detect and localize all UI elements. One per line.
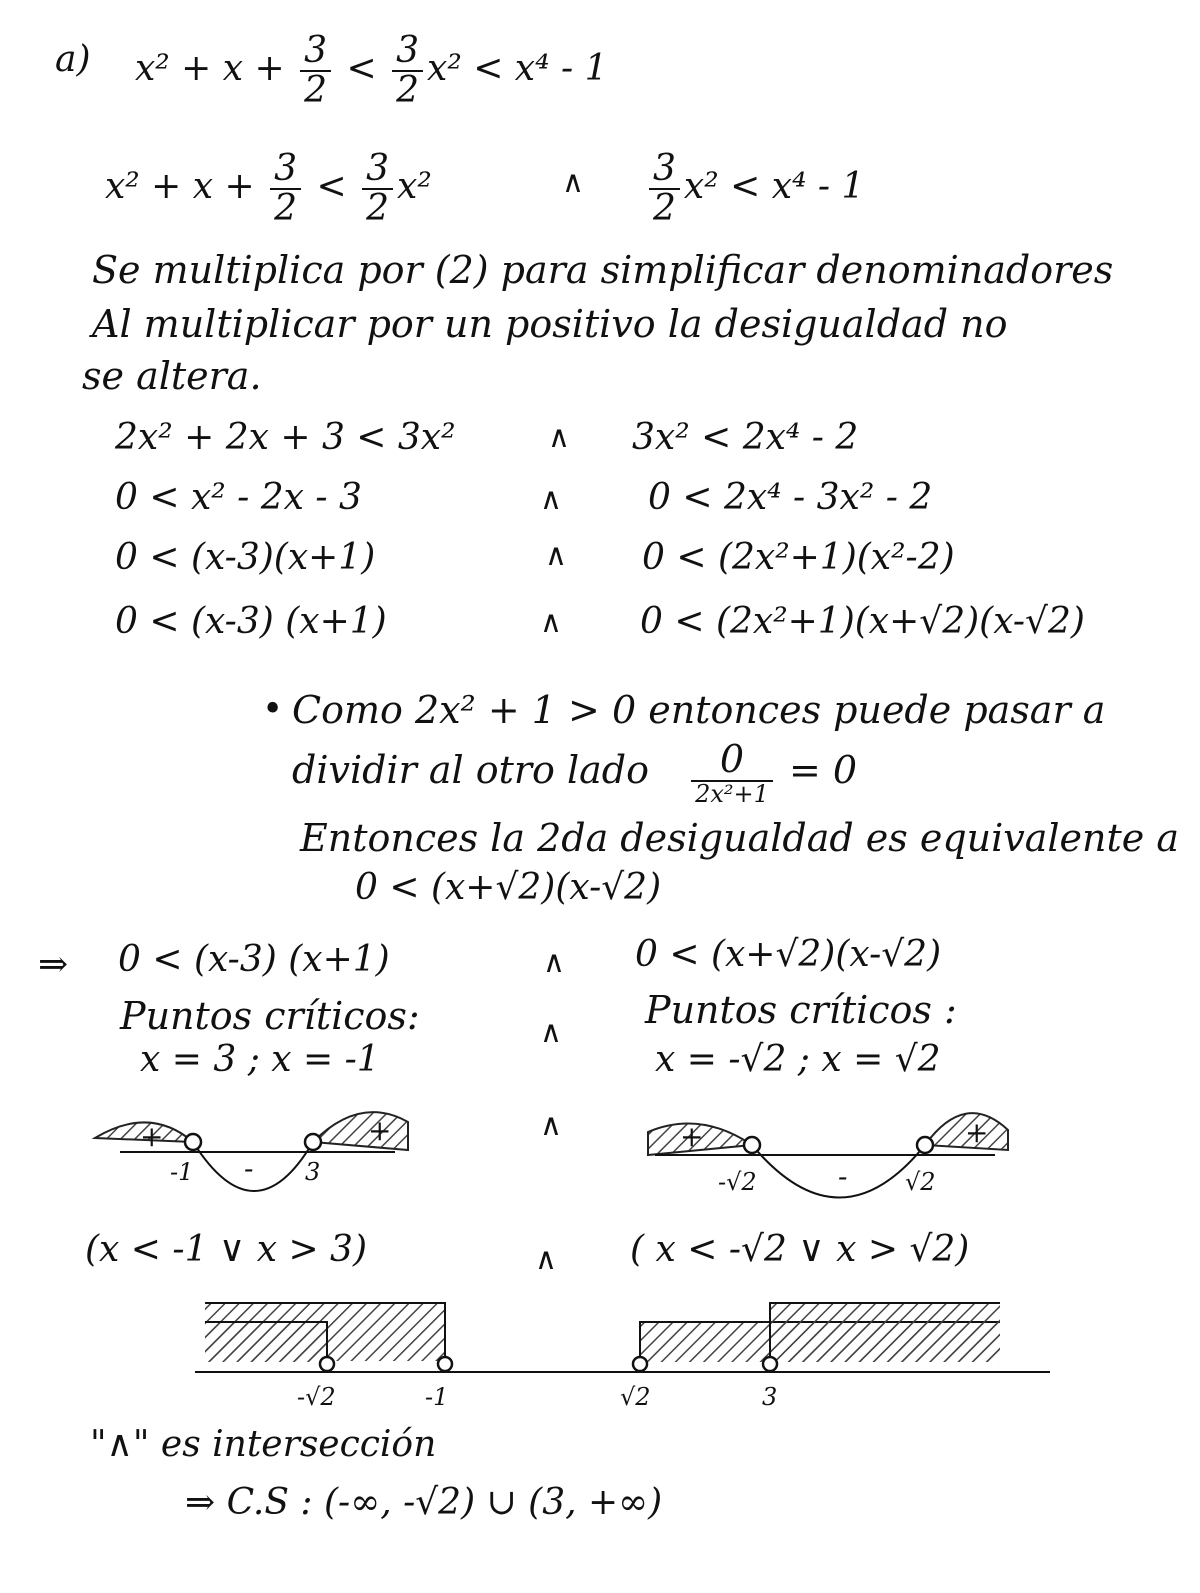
- open-point: [185, 1134, 201, 1150]
- minus-sign: -: [244, 1152, 254, 1185]
- explanation-line-1: Se multiplica por (2) para simplificar denominadores: [92, 248, 1114, 292]
- critical-label: -√2: [718, 1168, 757, 1196]
- solution-set: ⇒ C.S : (-∞, -√2) ∪ (3, +∞): [185, 1482, 663, 1523]
- open-point: [305, 1134, 321, 1150]
- open-point: [320, 1357, 334, 1371]
- step-1-left: 2x² + 2x + 3 < 3x²: [115, 417, 456, 458]
- plus-sign: +: [368, 1114, 392, 1147]
- open-point: [763, 1357, 777, 1371]
- step-3-right: 0 < (2x²+1)(x²-2): [642, 537, 955, 578]
- sign-chart-left: [95, 1112, 408, 1191]
- plus-sign: +: [140, 1120, 164, 1153]
- explanation-line-2: Al multiplicar por un positivo la desigualdad no: [92, 302, 1008, 346]
- critical-label: -1: [170, 1158, 194, 1186]
- and-operator: ∧: [545, 538, 567, 573]
- step-2-left: 0 < x² - 2x - 3: [115, 477, 362, 518]
- solution-right: ( x < -√2 ∨ x > √2): [630, 1229, 970, 1270]
- and-operator: ∧: [548, 420, 570, 455]
- step-1-right: 3x² < 2x⁴ - 2: [632, 417, 859, 458]
- plus-sign: +: [965, 1116, 989, 1149]
- fraction: $\frac{3}{2}$: [649, 150, 680, 228]
- critical-right-inequality: 0 < (x+√2)(x-√2): [635, 934, 942, 975]
- item-label: a): [55, 39, 91, 80]
- step-2-right: 0 < 2x⁴ - 3x² - 2: [648, 477, 933, 518]
- open-point: [917, 1137, 933, 1153]
- and-operator: ∧: [543, 945, 565, 980]
- fraction: $\frac{3}{2}$: [362, 150, 393, 228]
- note-line-2: dividir al otro lado $\frac{0}{\text{2x²+1}}$ = 0: [292, 737, 858, 808]
- step-4-right: 0 < (2x²+1)(x+√2)(x-√2): [640, 601, 1085, 642]
- positive-region: [313, 1112, 408, 1150]
- step-3-left: 0 < (x-3)(x+1): [115, 537, 376, 578]
- sign-chart-right: [648, 1113, 1008, 1197]
- and-operator: ∧: [540, 605, 562, 640]
- region-right-b: [770, 1303, 1000, 1362]
- axis-label: 3: [762, 1383, 778, 1411]
- critical-left-inequality: 0 < (x-3) (x+1): [118, 939, 390, 980]
- fraction: $\frac{3}{2}$: [270, 150, 301, 228]
- split-left-inequality: x² + x + $\frac{3}{2}$ < $\frac{3}{2}$ x²: [105, 148, 432, 229]
- critical-label: 3: [305, 1158, 321, 1186]
- minus-sign: -: [838, 1160, 848, 1193]
- plus-sign: +: [680, 1120, 704, 1153]
- fraction: $\frac{3}{2}$: [392, 32, 423, 110]
- and-operator: ∧: [535, 1242, 557, 1277]
- implies-arrow: ⇒: [38, 944, 69, 985]
- note-line-4: 0 < (x+√2)(x-√2): [355, 867, 662, 908]
- explanation-line-3: se altera.: [82, 354, 262, 398]
- step-4-left: 0 < (x-3) (x+1): [115, 601, 387, 642]
- bullet: •: [262, 689, 284, 730]
- and-meaning: "∧" es intersección: [90, 1424, 437, 1465]
- critical-left-points: x = 3 ; x = -1: [140, 1039, 380, 1080]
- fraction: $\frac{0}{\text{2x²+1}}$: [691, 740, 773, 807]
- axis-label: -√2: [297, 1383, 336, 1411]
- and-operator: ∧: [540, 1015, 562, 1050]
- main-inequality: x² + x + $\frac{3}{2}$ < $\frac{3}{2}$ x² < x⁴ - 1: [135, 30, 608, 111]
- note-line-1: Como 2x² + 1 > 0 entonces puede pasar a: [292, 688, 1106, 732]
- critical-right-title: Puntos críticos :: [645, 988, 957, 1032]
- region-left-b: [205, 1322, 327, 1362]
- axis-label: -1: [425, 1383, 449, 1411]
- note-line-3: Entonces la 2da desigualdad es equivalente a: [300, 816, 1180, 860]
- critical-label: √2: [905, 1168, 936, 1196]
- main-inequality-lhs: x² + x +: [135, 47, 297, 89]
- and-operator: ∧: [540, 1108, 562, 1143]
- open-point: [744, 1137, 760, 1153]
- critical-left-title: Puntos críticos:: [120, 994, 420, 1038]
- fraction: $\frac{3}{2}$: [300, 32, 331, 110]
- open-point: [438, 1357, 452, 1371]
- open-point: [633, 1357, 647, 1371]
- solution-left: (x < -1 ∨ x > 3): [85, 1229, 368, 1270]
- and-operator: ∧: [540, 482, 562, 517]
- intersection-number-line: [195, 1303, 1050, 1411]
- and-operator: ∧: [562, 165, 584, 200]
- axis-label: √2: [620, 1383, 651, 1411]
- critical-right-points: x = -√2 ; x = √2: [655, 1039, 941, 1080]
- split-right-inequality: $\frac{3}{2}$ x² < x⁴ - 1: [645, 150, 864, 228]
